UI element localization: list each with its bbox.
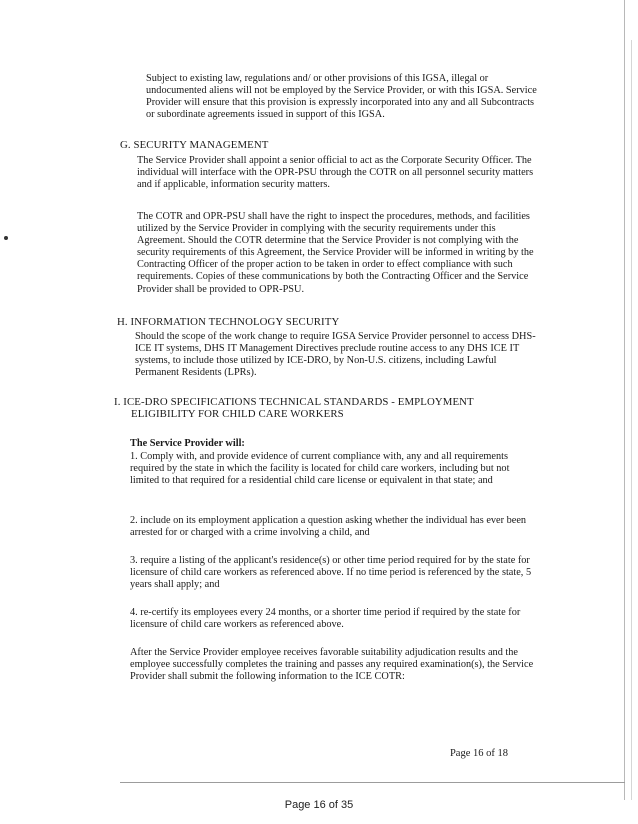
scan-edge bbox=[631, 40, 632, 800]
bottom-rule bbox=[120, 782, 625, 783]
document-footer: Page 16 of 35 bbox=[284, 799, 354, 811]
intro-paragraph: Subject to existing law, regulations and/ or other provisions of this IGSA, illegal or undocumented aliens will not be employed by the Service Provider, or with this IGSA. Service Provider will ensure that this provision is expressly incorporated into any and all Subcontracts or subordinate agreements issued in support of this IGSA. bbox=[146, 73, 537, 121]
section-i-heading-line-2: ELIGIBILITY FOR CHILD CARE WORKERS bbox=[131, 408, 344, 421]
section-h-heading: H. INFORMATION TECHNOLOGY SECURITY bbox=[117, 316, 340, 328]
requirement-item-1: 1. Comply with, and provide evidence of current compliance with, any and all requirements required by the state in which the facility is located for child care workers, including but not limited to that required for a residential child care license or equivalent in that state; and bbox=[130, 451, 510, 487]
page-number: Page 16 of 18 bbox=[449, 748, 508, 759]
scan-edge bbox=[624, 0, 625, 800]
scan-speck bbox=[4, 236, 8, 240]
section-g-paragraph-2: The COTR and OPR-PSU shall have the right to inspect the procedures, methods, and facilities utilized by the Service Provider in complying with the security requirements under this Agreement. Should the COTR determine that the Service Provider is not complying with the security requirements of this Agreement, the Service Provider will be informed in writing by the Contracting Officer of the proper action to be taken in order to effect compliance with such requirements. Copies of these communications by both the Contracting Officer and the Service Provider shall be provided to OPR-PSU. bbox=[137, 211, 534, 295]
requirement-item-2: 2. include on its employment application a question asking whether the individual has ever been arrested for or charged with a crime involving a child, and bbox=[130, 515, 527, 539]
requirement-item-4: 4. re-certify its employees every 24 months, or a shorter time period if required by the state for licensure of child care workers as referenced above. bbox=[130, 607, 521, 631]
section-g-paragraph-1: The Service Provider shall appoint a senior official to act as the Corporate Security Officer. The individual will interface with the OPR-PSU through the COTR on all personnel security matters and if applicable, information security matters. bbox=[137, 155, 534, 191]
section-g-heading: G. SECURITY MANAGEMENT bbox=[120, 139, 269, 151]
section-i-heading-line-1: I. ICE-DRO SPECIFICATIONS TECHNICAL STANDARDS - EMPLOYMENT bbox=[114, 396, 474, 408]
service-provider-will-label: The Service Provider will: bbox=[130, 438, 245, 449]
requirement-item-3: 3. require a listing of the applicant's residence(s) or other time period required for by the state for licensure of child care workers as referenced above. If no time period is referenced by the state, 5 years shall apply; and bbox=[130, 555, 532, 591]
closing-paragraph: After the Service Provider employee receives favorable suitability adjudication results and the employee successfully completes the training and passes any required examination(s), the Service Provider shall submit the following information to the ICE COTR: bbox=[130, 647, 534, 683]
section-i-heading bbox=[114, 396, 474, 421]
section-h-paragraph: Should the scope of the work change to require IGSA Service Provider personnel to access DHS-ICE IT systems, DHS IT Management Directives preclude routine access to any DHS ICE IT systems, to include those utilized by ICE-DRO, by Non-U.S. citizens, including Lawful Permanent Residents (LPRs). bbox=[135, 331, 536, 379]
